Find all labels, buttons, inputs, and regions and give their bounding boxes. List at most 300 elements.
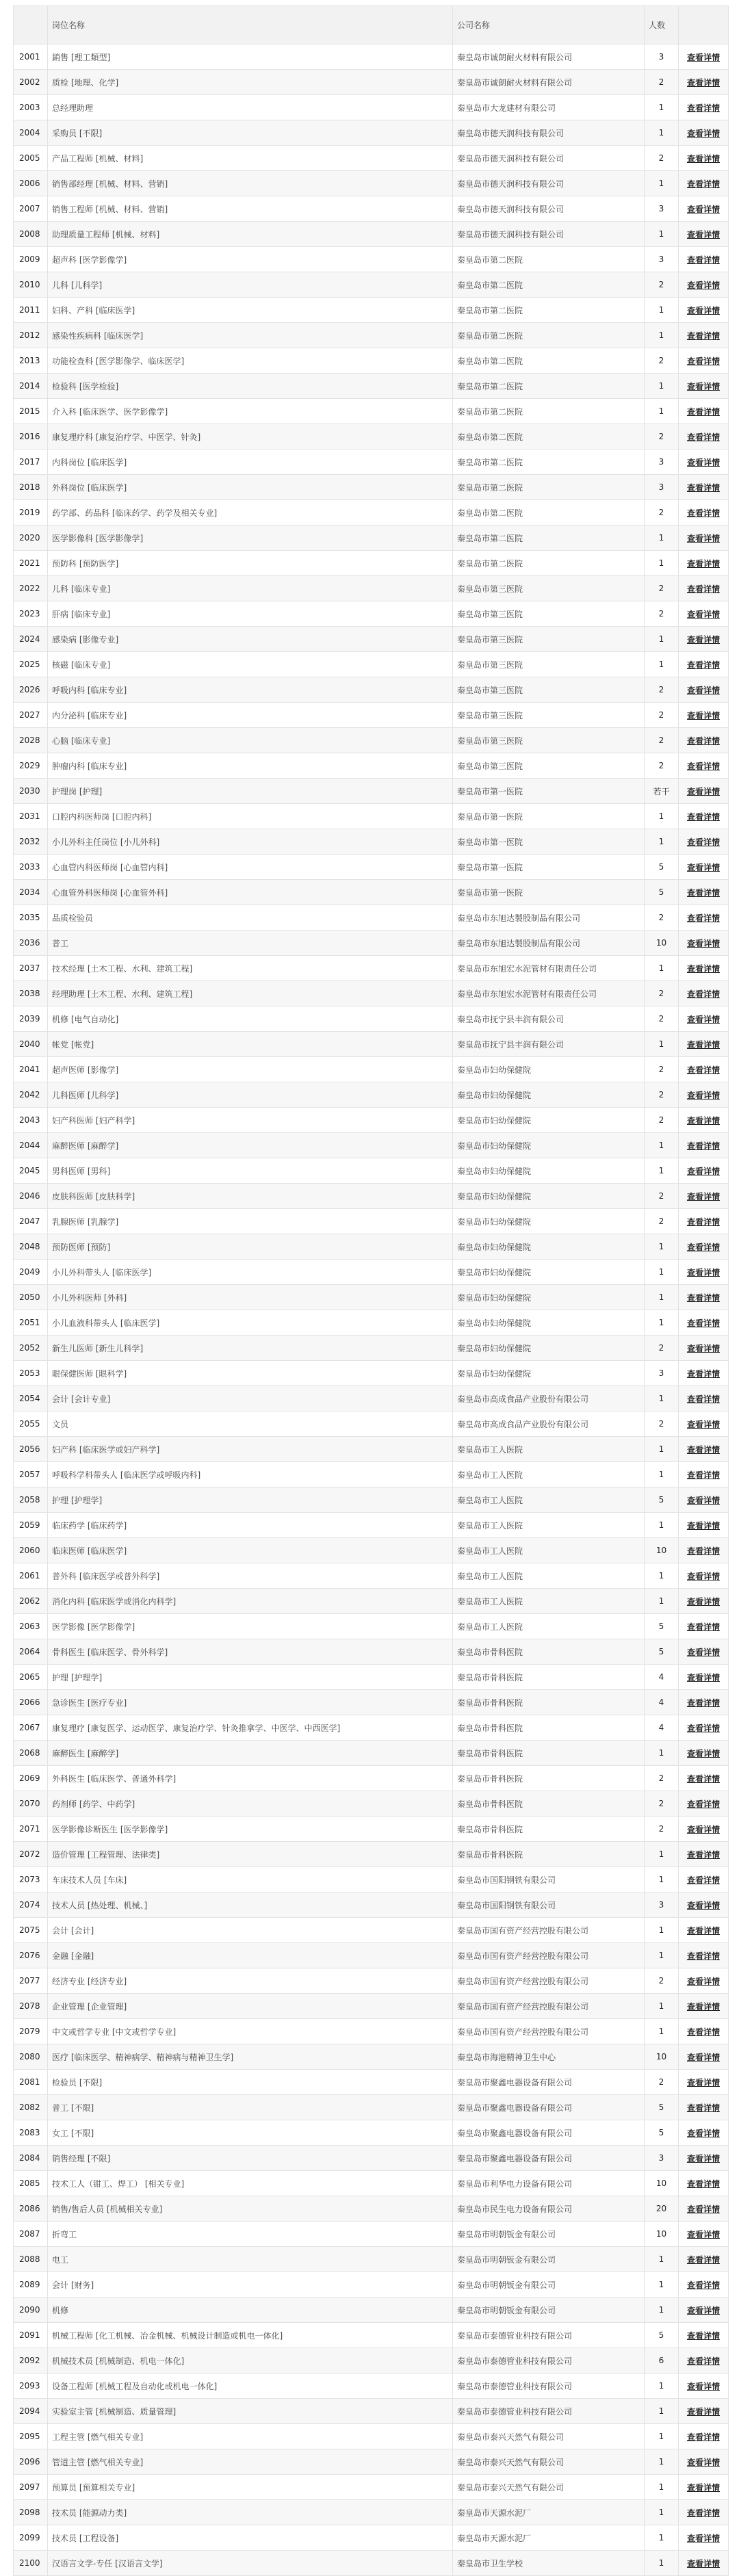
headcount: 1 <box>645 222 679 247</box>
company-name: 秦皇岛市妇幼保健院 <box>453 1361 645 1386</box>
table-row <box>14 1158 729 1184</box>
table-row <box>14 2399 729 2424</box>
row-number: 2044 <box>14 1133 48 1158</box>
view-details-link[interactable]: 查看详情 <box>686 1723 720 1733</box>
table-row <box>14 1892 729 1918</box>
headcount: 3 <box>645 450 679 475</box>
company-name: 秦皇岛市泰德管业科技有限公司 <box>453 2399 645 2424</box>
detail-cell <box>679 2500 729 2525</box>
view-details-link[interactable]: 查看详情 <box>686 77 720 88</box>
view-details-link[interactable]: 查看详情 <box>686 1647 720 1657</box>
view-details-link[interactable]: 查看详情 <box>686 2027 720 2037</box>
detail-cell <box>679 2171 729 2196</box>
company-name: 秦皇岛市天源水泥厂 <box>453 2500 645 2525</box>
detail-cell <box>679 2196 729 2222</box>
company-name: 秦皇岛市第三医院 <box>453 652 645 677</box>
table-row <box>14 551 729 576</box>
detail-cell <box>679 2348 729 2373</box>
view-details-link[interactable]: 查看详情 <box>686 634 720 645</box>
row-number: 2024 <box>14 627 48 652</box>
detail-cell <box>679 2551 729 2576</box>
view-details-link[interactable]: 查看详情 <box>686 2204 720 2214</box>
table-row <box>14 905 729 931</box>
position-name: 车床技术人员 [车床] <box>48 1867 453 1892</box>
view-details-link[interactable]: 查看详情 <box>686 1318 720 1328</box>
view-details-link[interactable]: 查看详情 <box>686 736 720 746</box>
position-name: 核磁 [临床专业] <box>48 652 453 677</box>
company-name: 秦皇岛市泰兴天然气有限公司 <box>453 2475 645 2500</box>
company-name: 秦皇岛市骨科医院 <box>453 1817 645 1842</box>
row-number: 2020 <box>14 525 48 551</box>
table-row <box>14 1589 729 1614</box>
detail-cell <box>679 1741 729 1766</box>
table-row <box>14 2525 729 2551</box>
company-name: 秦皇岛市妇幼保健院 <box>453 1209 645 1234</box>
company-name: 秦皇岛市第二医院 <box>453 272 645 298</box>
view-details-link[interactable]: 查看详情 <box>686 1571 720 1581</box>
view-details-link[interactable]: 查看详情 <box>686 2508 720 2518</box>
view-details-link[interactable]: 查看详情 <box>686 837 720 847</box>
view-details-link[interactable]: 查看详情 <box>686 862 720 872</box>
view-details-link[interactable]: 查看详情 <box>686 1849 720 1860</box>
detail-cell <box>679 500 729 525</box>
view-details-link[interactable]: 查看详情 <box>686 2052 720 2062</box>
position-name: 医学影像诊断医生 [医学影像学] <box>48 1817 453 1842</box>
view-details-link[interactable]: 查看详情 <box>686 1191 720 1201</box>
row-number: 2089 <box>14 2272 48 2298</box>
view-details-link[interactable]: 查看详情 <box>686 1039 720 1050</box>
view-details-link[interactable]: 查看详情 <box>686 229 720 239</box>
view-details-link[interactable]: 查看详情 <box>686 1090 720 1100</box>
row-number: 2092 <box>14 2348 48 2373</box>
view-details-link[interactable]: 查看详情 <box>686 2381 720 2391</box>
row-number: 2059 <box>14 1513 48 1538</box>
view-details-link[interactable]: 查看详情 <box>686 2001 720 2012</box>
row-number: 2002 <box>14 70 48 95</box>
row-number: 2099 <box>14 2525 48 2551</box>
row-number: 2008 <box>14 222 48 247</box>
position-name: 女工 [不限] <box>48 2120 453 2146</box>
headcount: 1 <box>645 1386 679 1411</box>
row-number: 2041 <box>14 1057 48 1082</box>
position-name: 儿科 [临床专业] <box>48 576 453 601</box>
view-details-link[interactable]: 查看详情 <box>686 1925 720 1936</box>
view-details-link[interactable]: 查看详情 <box>686 558 720 569</box>
table-row <box>14 1184 729 1209</box>
row-number: 2065 <box>14 1665 48 1690</box>
row-number: 2030 <box>14 779 48 804</box>
table-row <box>14 2424 729 2449</box>
table-row <box>14 2298 729 2323</box>
company-name: 秦皇岛市第二医院 <box>453 525 645 551</box>
table-row <box>14 44 729 70</box>
row-number: 2010 <box>14 272 48 298</box>
detail-cell <box>679 2424 729 2449</box>
company-name: 秦皇岛市工人医院 <box>453 1513 645 1538</box>
view-details-link[interactable]: 查看详情 <box>686 2229 720 2239</box>
view-details-link[interactable]: 查看详情 <box>686 811 720 822</box>
detail-cell <box>679 2095 729 2120</box>
view-details-link[interactable]: 查看详情 <box>686 660 720 670</box>
view-details-link[interactable]: 查看详情 <box>686 2432 720 2442</box>
row-number: 2005 <box>14 146 48 171</box>
view-details-link[interactable]: 查看详情 <box>686 1875 720 1885</box>
position-name: 呼吸内科 [临床专业] <box>48 677 453 703</box>
company-name: 秦皇岛市国阳钢铁有限公司 <box>453 1892 645 1918</box>
position-name: 急诊医生 [医疗专业] <box>48 1690 453 1715</box>
detail-cell <box>679 44 729 70</box>
view-details-link[interactable]: 查看详情 <box>686 1900 720 1910</box>
detail-cell <box>679 95 729 120</box>
view-details-link[interactable]: 查看详情 <box>686 2305 720 2315</box>
header-company: 公司名称 <box>453 6 645 44</box>
detail-cell <box>679 779 729 804</box>
headcount: 2 <box>645 500 679 525</box>
position-name: 技术员 [能源动力类] <box>48 2500 453 2525</box>
company-name: 秦皇岛市第一医院 <box>453 880 645 905</box>
table-row <box>14 1310 729 1336</box>
position-name: 护理 [护理学] <box>48 1487 453 1513</box>
view-details-link[interactable]: 查看详情 <box>686 938 720 948</box>
view-details-link[interactable]: 查看详情 <box>686 1697 720 1708</box>
headcount: 2 <box>645 601 679 627</box>
headcount: 4 <box>645 1715 679 1741</box>
detail-cell <box>679 1082 729 1108</box>
company-name: 秦皇岛市第二医院 <box>453 450 645 475</box>
view-details-link[interactable]: 查看详情 <box>686 2153 720 2163</box>
table-row <box>14 576 729 601</box>
detail-cell <box>679 2373 729 2399</box>
company-name: 秦皇岛市卫生学校 <box>453 2551 645 2576</box>
position-name: 临床医师 [临床医学] <box>48 1538 453 1563</box>
row-number: 2009 <box>14 247 48 272</box>
detail-cell <box>679 196 729 222</box>
company-name: 秦皇岛市第二医院 <box>453 323 645 348</box>
view-details-link[interactable]: 查看详情 <box>686 2558 720 2568</box>
view-details-link[interactable]: 查看详情 <box>686 1799 720 1809</box>
row-number: 2023 <box>14 601 48 627</box>
view-details-link[interactable]: 查看详情 <box>686 1520 720 1531</box>
position-name: 汉语言文学-专任 [汉语言文学] <box>48 2551 453 2576</box>
company-name: 秦皇岛市国阳钢铁有限公司 <box>453 1867 645 1892</box>
view-details-link[interactable]: 查看详情 <box>686 710 720 720</box>
detail-cell <box>679 2525 729 2551</box>
row-number: 2042 <box>14 1082 48 1108</box>
view-details-link[interactable]: 查看详情 <box>686 2406 720 2417</box>
view-details-link[interactable]: 查看详情 <box>686 330 720 341</box>
position-name: 医学影像 [医学影像学] <box>48 1614 453 1639</box>
headcount: 2 <box>645 1082 679 1108</box>
position-name: 功能检查科 [医学影像学、临床医学] <box>48 348 453 374</box>
view-details-link[interactable]: 查看详情 <box>686 2356 720 2366</box>
view-details-link[interactable]: 查看详情 <box>686 913 720 923</box>
company-name: 秦皇岛市德天润科技有限公司 <box>453 171 645 196</box>
detail-cell <box>679 475 729 500</box>
view-details-link[interactable]: 查看详情 <box>686 1622 720 1632</box>
table-row <box>14 1032 729 1057</box>
view-details-link[interactable]: 查看详情 <box>686 609 720 619</box>
company-name: 秦皇岛市骨科医院 <box>453 1715 645 1741</box>
view-details-link[interactable]: 查看详情 <box>686 1014 720 1024</box>
position-name: 消化内科 [临床医学或消化内科学] <box>48 1589 453 1614</box>
company-name: 秦皇岛市第三医院 <box>453 728 645 753</box>
company-name: 秦皇岛市第二医院 <box>453 374 645 399</box>
view-details-link[interactable]: 查看详情 <box>686 204 720 214</box>
company-name: 秦皇岛市抚宁县丰润有限公司 <box>453 1006 645 1032</box>
view-details-link[interactable]: 查看详情 <box>686 533 720 543</box>
row-number: 2015 <box>14 399 48 424</box>
row-number: 2097 <box>14 2475 48 2500</box>
position-name: 机械工程师 [化工机械、冶金机械、机械设计制造或机电一体化] <box>48 2323 453 2348</box>
table-row <box>14 2272 729 2298</box>
view-details-link[interactable]: 查看详情 <box>686 1419 720 1429</box>
detail-cell <box>679 652 729 677</box>
headcount: 1 <box>645 95 679 120</box>
table-row <box>14 424 729 450</box>
row-number: 2003 <box>14 95 48 120</box>
view-details-link[interactable]: 查看详情 <box>686 887 720 898</box>
headcount: 1 <box>645 1867 679 1892</box>
detail-cell <box>679 1817 729 1842</box>
headcount: 2 <box>645 1791 679 1817</box>
row-number: 2004 <box>14 120 48 146</box>
view-details-link[interactable]: 查看详情 <box>686 685 720 695</box>
detail-cell <box>679 2019 729 2044</box>
company-name: 秦皇岛市第二医院 <box>453 399 645 424</box>
view-details-link[interactable]: 查看详情 <box>686 255 720 265</box>
header-position: 岗位名称 <box>48 6 453 44</box>
view-details-link[interactable]: 查看详情 <box>686 406 720 417</box>
company-name: 秦皇岛市骨科医院 <box>453 1741 645 1766</box>
headcount: 1 <box>645 2247 679 2272</box>
detail-cell <box>679 1386 729 1411</box>
position-name: 感染病 [影像专业] <box>48 627 453 652</box>
table-row <box>14 2196 729 2222</box>
headcount: 2 <box>645 1006 679 1032</box>
headcount: 3 <box>645 475 679 500</box>
table-header <box>14 6 729 44</box>
company-name: 秦皇岛市工人医院 <box>453 1614 645 1639</box>
view-details-link[interactable]: 查看详情 <box>686 381 720 391</box>
view-details-link[interactable]: 查看详情 <box>686 1292 720 1303</box>
company-name: 秦皇岛市妇幼保健院 <box>453 1260 645 1285</box>
detail-cell <box>679 1538 729 1563</box>
headcount: 5 <box>645 880 679 905</box>
view-details-link[interactable]: 查看详情 <box>686 1470 720 1480</box>
company-name: 秦皇岛市东旭达製股制品有限公司 <box>453 905 645 931</box>
headcount: 4 <box>645 1665 679 1690</box>
table-row <box>14 1234 729 1260</box>
table-row <box>14 1766 729 1791</box>
table-row <box>14 1437 729 1462</box>
view-details-link[interactable]: 查看详情 <box>686 1773 720 1784</box>
position-name: 会计 [财务] <box>48 2272 453 2298</box>
row-number: 2014 <box>14 374 48 399</box>
table-row <box>14 2070 729 2095</box>
detail-cell <box>679 2475 729 2500</box>
view-details-link[interactable]: 查看详情 <box>686 508 720 518</box>
position-name: 折弯工 <box>48 2222 453 2247</box>
table-row <box>14 95 729 120</box>
view-details-link[interactable]: 查看详情 <box>686 2482 720 2493</box>
view-details-link[interactable]: 查看详情 <box>686 1546 720 1556</box>
headcount: 1 <box>645 1943 679 1968</box>
view-details-link[interactable]: 查看详情 <box>686 2178 720 2189</box>
position-name: 小儿外科医师 [外科] <box>48 1285 453 1310</box>
view-details-link[interactable]: 查看详情 <box>686 2103 720 2113</box>
view-details-link[interactable]: 查看详情 <box>686 52 720 62</box>
position-name: 外科岗位 [临床医学] <box>48 475 453 500</box>
company-name: 秦皇岛市第一医院 <box>453 829 645 855</box>
position-name: 文员 <box>48 1411 453 1437</box>
position-name: 销售经理 [不限] <box>48 2146 453 2171</box>
view-details-link[interactable]: 查看详情 <box>686 1115 720 1126</box>
row-number: 2094 <box>14 2399 48 2424</box>
view-details-link[interactable]: 查看详情 <box>686 584 720 594</box>
row-number: 2100 <box>14 2551 48 2576</box>
table-row <box>14 2475 729 2500</box>
view-details-link[interactable]: 查看详情 <box>686 1394 720 1404</box>
view-details-link[interactable]: 查看详情 <box>686 2457 720 2467</box>
view-details-link[interactable]: 查看详情 <box>686 1824 720 1834</box>
view-details-link[interactable]: 查看详情 <box>686 457 720 467</box>
company-name: 秦皇岛市第三医院 <box>453 627 645 652</box>
company-name: 秦皇岛市第二医院 <box>453 475 645 500</box>
company-name: 秦皇岛市聚鑫电器设备有限公司 <box>453 2095 645 2120</box>
row-number: 2074 <box>14 1892 48 1918</box>
position-name: 超声医师 [影像学] <box>48 1057 453 1082</box>
position-name: 销售工程师 [机械、材料、营销] <box>48 196 453 222</box>
detail-cell <box>679 171 729 196</box>
row-number: 2040 <box>14 1032 48 1057</box>
position-name: 管道主管 [燃气相关专业] <box>48 2449 453 2475</box>
headcount: 1 <box>645 298 679 323</box>
headcount: 1 <box>645 1918 679 1943</box>
position-name: 儿科医师 [儿科学] <box>48 1082 453 1108</box>
view-details-link[interactable]: 查看详情 <box>686 2280 720 2290</box>
table-row <box>14 1538 729 1563</box>
view-details-link[interactable]: 查看详情 <box>686 2533 720 2543</box>
view-details-link[interactable]: 查看详情 <box>686 1495 720 1505</box>
view-details-link[interactable]: 查看详情 <box>686 356 720 366</box>
headcount: 6 <box>645 2348 679 2373</box>
table-row <box>14 272 729 298</box>
view-details-link[interactable]: 查看详情 <box>686 1748 720 1758</box>
headcount: 2 <box>645 424 679 450</box>
row-number: 2083 <box>14 2120 48 2146</box>
view-details-link[interactable]: 查看详情 <box>686 432 720 442</box>
detail-cell <box>679 2272 729 2298</box>
row-number: 2086 <box>14 2196 48 2222</box>
detail-cell <box>679 374 729 399</box>
position-name: 品质检验员 <box>48 905 453 931</box>
headcount: 2 <box>645 753 679 779</box>
view-details-link[interactable]: 查看详情 <box>686 1267 720 1277</box>
view-details-link[interactable]: 查看详情 <box>686 963 720 974</box>
headcount: 1 <box>645 1234 679 1260</box>
view-details-link[interactable]: 查看详情 <box>686 153 720 164</box>
row-number: 2071 <box>14 1817 48 1842</box>
view-details-link[interactable]: 查看详情 <box>686 128 720 138</box>
position-name: 预防科 [预防医学] <box>48 551 453 576</box>
table-row <box>14 1336 729 1361</box>
view-details-link[interactable]: 查看详情 <box>686 1444 720 1455</box>
table-row <box>14 2044 729 2070</box>
view-details-link[interactable]: 查看详情 <box>686 786 720 796</box>
position-name: 骨科医生 [临床医学、骨外科学] <box>48 1639 453 1665</box>
headcount: 5 <box>645 2120 679 2146</box>
view-details-link[interactable]: 查看详情 <box>686 305 720 315</box>
row-number: 2051 <box>14 1310 48 1336</box>
detail-cell <box>679 1336 729 1361</box>
table-row <box>14 323 729 348</box>
headcount: 10 <box>645 931 679 956</box>
view-details-link[interactable]: 查看详情 <box>686 1141 720 1151</box>
view-details-link[interactable]: 查看详情 <box>686 1672 720 1682</box>
view-details-link[interactable]: 查看详情 <box>686 2128 720 2138</box>
position-name: 销售/售后人员 [机械相关专业] <box>48 2196 453 2222</box>
view-details-link[interactable]: 查看详情 <box>686 1065 720 1075</box>
detail-cell <box>679 399 729 424</box>
position-name: 肝病 [临床专业] <box>48 601 453 627</box>
view-details-link[interactable]: 查看详情 <box>686 1596 720 1606</box>
detail-cell <box>679 1513 729 1538</box>
view-details-link[interactable]: 查看详情 <box>686 482 720 493</box>
headcount: 5 <box>645 1614 679 1639</box>
row-number: 2054 <box>14 1386 48 1411</box>
position-name: 口腔内科医师岗 [口腔内科] <box>48 804 453 829</box>
headcount: 5 <box>645 1487 679 1513</box>
view-details-link[interactable]: 查看详情 <box>686 179 720 189</box>
view-details-link[interactable]: 查看详情 <box>686 1242 720 1252</box>
row-number: 2066 <box>14 1690 48 1715</box>
detail-cell <box>679 1968 729 1994</box>
view-details-link[interactable]: 查看详情 <box>686 2254 720 2265</box>
position-name: 医疗 [临床医学、精神病学、精神病与精神卫生学] <box>48 2044 453 2070</box>
company-name: 秦皇岛市第三医院 <box>453 753 645 779</box>
table-row <box>14 1057 729 1082</box>
table-row <box>14 981 729 1006</box>
position-name: 经济专业 [经济专业] <box>48 1968 453 1994</box>
view-details-link[interactable]: 查看详情 <box>686 2330 720 2341</box>
view-details-link[interactable]: 查看详情 <box>686 761 720 771</box>
company-name: 秦皇岛市明朝钣金有限公司 <box>453 2247 645 2272</box>
view-details-link[interactable]: 查看详情 <box>686 1951 720 1961</box>
company-name: 秦皇岛市天源水泥厂 <box>453 2525 645 2551</box>
view-details-link[interactable]: 查看详情 <box>686 2077 720 2087</box>
headcount: 1 <box>645 804 679 829</box>
row-number: 2007 <box>14 196 48 222</box>
detail-cell <box>679 146 729 171</box>
company-name: 秦皇岛市泰德管业科技有限公司 <box>453 2323 645 2348</box>
row-number: 2043 <box>14 1108 48 1133</box>
view-details-link[interactable]: 查看详情 <box>686 1976 720 1986</box>
view-details-link[interactable]: 查看详情 <box>686 1217 720 1227</box>
position-name: 新生儿医师 [新生儿科学] <box>48 1336 453 1361</box>
headcount: 1 <box>645 652 679 677</box>
view-details-link[interactable]: 查看详情 <box>686 280 720 290</box>
view-details-link[interactable]: 查看详情 <box>686 1166 720 1176</box>
headcount: 2 <box>645 70 679 95</box>
view-details-link[interactable]: 查看详情 <box>686 989 720 999</box>
headcount: 2 <box>645 1209 679 1234</box>
headcount: 2 <box>645 1766 679 1791</box>
view-details-link[interactable]: 查看详情 <box>686 103 720 113</box>
view-details-link[interactable]: 查看详情 <box>686 1368 720 1379</box>
view-details-link[interactable]: 查看详情 <box>686 1343 720 1353</box>
headcount: 2 <box>645 1411 679 1437</box>
headcount: 1 <box>645 2449 679 2475</box>
